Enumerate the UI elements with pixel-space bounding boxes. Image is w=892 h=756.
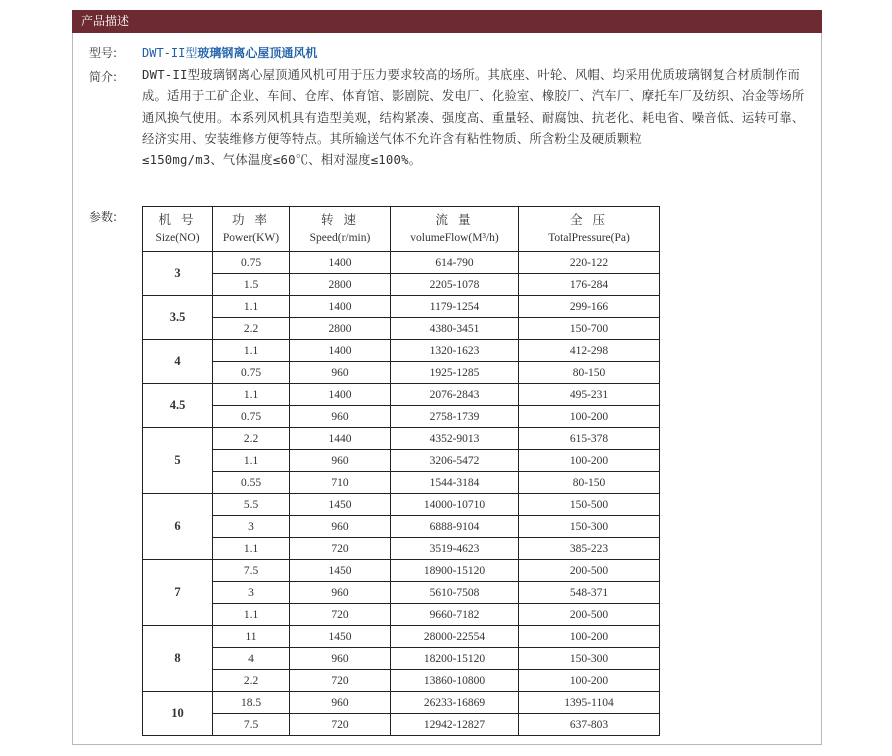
- pressure-cell: 100-200: [519, 670, 660, 692]
- pressure-cell: 385-223: [519, 538, 660, 560]
- speed-cell: 960: [290, 450, 391, 472]
- flow-cell: 18900-15120: [391, 560, 519, 582]
- power-cell: 1.5: [213, 274, 290, 296]
- pressure-cell: 80-150: [519, 362, 660, 384]
- speed-cell: 1400: [290, 252, 391, 274]
- power-cell: 18.5: [213, 692, 290, 714]
- pressure-cell: 615-378: [519, 428, 660, 450]
- table-row: [143, 626, 660, 648]
- table-row: [143, 274, 660, 296]
- pressure-cell: 220-122: [519, 252, 660, 274]
- pressure-cell: 495-231: [519, 384, 660, 406]
- power-cell: 0.75: [213, 362, 290, 384]
- power-cell: 1.1: [213, 450, 290, 472]
- speed-cell: 1400: [290, 340, 391, 362]
- size-cell: 6: [143, 494, 213, 560]
- pressure-cell: 299-166: [519, 296, 660, 318]
- power-cell: 3: [213, 516, 290, 538]
- flow-cell: 2076-2843: [391, 384, 519, 406]
- params-label: 参数:: [89, 210, 118, 224]
- flow-cell: 2205-1078: [391, 274, 519, 296]
- flow-cell: 12942-12827: [391, 714, 519, 736]
- flow-cell: 13860-10800: [391, 670, 519, 692]
- table-row: [143, 648, 660, 670]
- speed-cell: 720: [290, 538, 391, 560]
- intro-limits: ≤150mg/m3、气体温度≤60℃、相对湿度≤100%。: [142, 153, 422, 168]
- power-cell: 4: [213, 648, 290, 670]
- col-pressure: 全 压 TotalPressure(Pa): [519, 207, 660, 252]
- flow-cell: 26233-16869: [391, 692, 519, 714]
- pressure-cell: 100-200: [519, 450, 660, 472]
- table-row: [143, 692, 660, 714]
- speed-cell: 960: [290, 362, 391, 384]
- col-size: 机 号 Size(NO): [143, 207, 213, 252]
- table-row: [143, 252, 660, 274]
- model-name: 玻璃钢离心屋顶通风机: [197, 46, 318, 60]
- table-row: [143, 428, 660, 450]
- speed-cell: 960: [290, 406, 391, 428]
- power-cell: 0.55: [213, 472, 290, 494]
- table-row: [143, 362, 660, 384]
- speed-cell: 960: [290, 582, 391, 604]
- power-cell: 2.2: [213, 670, 290, 692]
- col-flow: 流 量 volumeFlow(M³/h): [391, 207, 519, 252]
- size-cell: 3: [143, 252, 213, 296]
- flow-cell: 3206-5472: [391, 450, 519, 472]
- speed-cell: 1400: [290, 296, 391, 318]
- power-cell: 0.75: [213, 252, 290, 274]
- pressure-cell: 412-298: [519, 340, 660, 362]
- section-title: 产品描述: [81, 14, 130, 28]
- col-power: 功 率 Power(KW): [213, 207, 290, 252]
- flow-cell: 1925-1285: [391, 362, 519, 384]
- size-cell: 3.5: [143, 296, 213, 340]
- intro-code: DWT-II: [142, 68, 188, 82]
- size-cell: 10: [143, 692, 213, 736]
- table-row: [143, 340, 660, 362]
- flow-cell: 1544-3184: [391, 472, 519, 494]
- speed-cell: 710: [290, 472, 391, 494]
- table-row: [143, 384, 660, 406]
- speed-cell: 720: [290, 604, 391, 626]
- table-row: [143, 516, 660, 538]
- power-cell: 1.1: [213, 604, 290, 626]
- speed-cell: 1440: [290, 428, 391, 450]
- size-cell: 4: [143, 340, 213, 384]
- intro-text: [142, 65, 810, 171]
- flow-cell: 1320-1623: [391, 340, 519, 362]
- speed-cell: 2800: [290, 274, 391, 296]
- table-row: [143, 318, 660, 340]
- flow-cell: 1179-1254: [391, 296, 519, 318]
- pressure-cell: 100-200: [519, 626, 660, 648]
- speed-cell: 720: [290, 670, 391, 692]
- power-cell: 5.5: [213, 494, 290, 516]
- table-header-row: [143, 207, 660, 252]
- col-speed: 转 速 Speed(r/min): [290, 207, 391, 252]
- table-row: [143, 494, 660, 516]
- pressure-cell: 150-300: [519, 648, 660, 670]
- speed-cell: 1450: [290, 494, 391, 516]
- size-cell: 4.5: [143, 384, 213, 428]
- table-row: [143, 670, 660, 692]
- section-header: [72, 10, 822, 33]
- power-cell: 7.5: [213, 560, 290, 582]
- power-cell: 1.1: [213, 538, 290, 560]
- pressure-cell: 150-500: [519, 494, 660, 516]
- power-cell: 3: [213, 582, 290, 604]
- flow-cell: 3519-4623: [391, 538, 519, 560]
- speed-cell: 1400: [290, 384, 391, 406]
- size-cell: 7: [143, 560, 213, 626]
- flow-cell: 14000-10710: [391, 494, 519, 516]
- size-cell: 5: [143, 428, 213, 494]
- intro-body: 型玻璃钢离心屋顶通风机可用于压力要求较高的场所。其底座、叶轮、风帽、均采用优质玻璃钢复合材质制作而成。适用于工矿企业、车间、仓库、体育馆、影剧院、发电厂、化验室、橡胶厂、汽车厂、摩托车厂及纺织、冶金等场所通风换气使用。本系列风机具有造型美观，结构紧凑、强度高、重量轻、耐腐蚀、抗老化、耗电省、噪音低、运转可靠、经济实用、安装维修方便等特点。其所输送气体不允许含有粘性物质、所含粉尘及硬质颗粒: [142, 68, 805, 146]
- speed-cell: 960: [290, 648, 391, 670]
- pressure-cell: 637-803: [519, 714, 660, 736]
- power-cell: 7.5: [213, 714, 290, 736]
- power-cell: 1.1: [213, 340, 290, 362]
- power-cell: 11: [213, 626, 290, 648]
- power-cell: 1.1: [213, 384, 290, 406]
- speed-cell: 1450: [290, 560, 391, 582]
- intro-label: 简介:: [89, 70, 118, 84]
- table-row: [143, 450, 660, 472]
- table-row: [143, 604, 660, 626]
- speed-cell: 1450: [290, 626, 391, 648]
- speed-cell: 960: [290, 692, 391, 714]
- pressure-cell: 150-300: [519, 516, 660, 538]
- flow-cell: 4352-9013: [391, 428, 519, 450]
- speed-cell: 960: [290, 516, 391, 538]
- table-row: [143, 714, 660, 736]
- flow-cell: 18200-15120: [391, 648, 519, 670]
- flow-cell: 4380-3451: [391, 318, 519, 340]
- flow-cell: 2758-1739: [391, 406, 519, 428]
- model-value: [142, 44, 317, 61]
- flow-cell: 614-790: [391, 252, 519, 274]
- flow-cell: 5610-7508: [391, 582, 519, 604]
- power-cell: 1.1: [213, 296, 290, 318]
- speed-cell: 720: [290, 714, 391, 736]
- spec-table-body: [143, 252, 660, 736]
- speed-cell: 2800: [290, 318, 391, 340]
- table-row: [143, 406, 660, 428]
- power-cell: 2.2: [213, 318, 290, 340]
- spec-table: [142, 206, 660, 736]
- pressure-cell: 200-500: [519, 560, 660, 582]
- flow-cell: 9660-7182: [391, 604, 519, 626]
- size-cell: 8: [143, 626, 213, 692]
- flow-cell: 6888-9104: [391, 516, 519, 538]
- table-row: [143, 582, 660, 604]
- pressure-cell: 150-700: [519, 318, 660, 340]
- pressure-cell: 176-284: [519, 274, 660, 296]
- pressure-cell: 1395-1104: [519, 692, 660, 714]
- pressure-cell: 100-200: [519, 406, 660, 428]
- model-code: DWT-II型: [142, 46, 198, 60]
- table-row: [143, 472, 660, 494]
- power-cell: 2.2: [213, 428, 290, 450]
- pressure-cell: 548-371: [519, 582, 660, 604]
- power-cell: 0.75: [213, 406, 290, 428]
- flow-cell: 28000-22554: [391, 626, 519, 648]
- table-row: [143, 538, 660, 560]
- pressure-cell: 80-150: [519, 472, 660, 494]
- table-row: [143, 296, 660, 318]
- table-row: [143, 560, 660, 582]
- pressure-cell: 200-500: [519, 604, 660, 626]
- model-label: 型号:: [89, 46, 118, 60]
